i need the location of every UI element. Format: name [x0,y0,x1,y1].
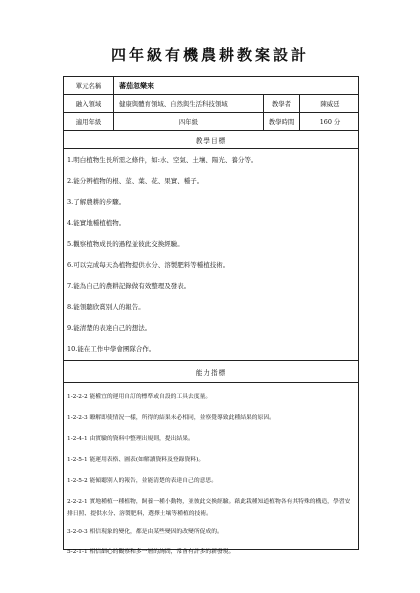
goals-header: 教學目標 [64,131,358,149]
goal-item: 5.觀察植物成長的過程並彼此交換經驗。 [67,240,184,248]
unit-label: 單元名稱 [64,77,114,94]
teacher-label: 教學者 [264,95,300,112]
goal-item: 8.能領聽欣賞別人的報告。 [67,303,145,311]
ability-item: 1-2-5-1 能運用表格、圖表(如解讀資料及登錄資料)。 [67,457,205,463]
ability-item: 1-2-2-2 能權宜的運用自訂的標準或自設的工具去度量。 [67,394,212,400]
goal-item: 2.能分辨植物的根、莖、葉、花、果實、種子。 [67,177,204,185]
page-title: 四年級有機農耕教案設計 [110,46,309,64]
goal-item: 4.能實地種植植物。 [67,219,126,227]
abilities-header: 能力指標 [64,361,358,383]
grade-label: 適用年級 [64,113,114,130]
domain-row [64,95,358,113]
ability-item: 5-2-1-1 相信細心的觀察和多一層的詢問，常會有許多的新發現。 [67,549,235,555]
goal-item: 6.可以完成每天為植物提供水分、溶製肥料等種植技術。 [67,261,230,269]
unit-value: 蕃茄忽樂來 [119,80,154,90]
grade-row [64,113,358,131]
goal-item: 7.能為自己的農耕記錄做有效整理及發表。 [67,282,191,290]
goals-section [64,149,358,361]
domain-label: 融入領域 [64,95,114,112]
ability-item: 1-2-2-3 瞭解即使情況一樣，所得的結果未必相同，並察覺導致此種結果的原因。 [67,415,275,421]
ability-item: 1-2-4-1 由實驗的資料中整理出規則，提出結果。 [67,436,194,442]
lesson-plan-table [63,76,359,555]
time-label: 教學時間 [264,113,300,130]
goal-item: 1.明白植物生長所需之條件，如:水、空氣、土壤、陽光、養分等。 [67,156,258,164]
ability-item: 1-2-5-2 能傾聽別人的報告，並能清楚的表達自己的意思。 [67,478,218,484]
abilities-section [64,383,358,555]
ability-item: 2-2-2-1 實地種植一種植物，飼養一種小動物，並彼此交換經驗。藉此栽種知道植物各有其特殊的構造，學習安排日照、提供水分、溶製肥料，選擇土壤等種植的技術。 [67,499,351,517]
domain-value: 健康與體育領域、自然與生活科技領域 [114,95,264,112]
unit-row [64,77,358,95]
goal-item: 3.了解農耕的步驟。 [67,198,126,206]
ability-item: 3-2-0-3 相信現象的變化，都是由某些變因的改變所促成的。 [67,529,223,535]
time-value: 160 分 [319,118,341,126]
goal-item: 9.能清楚的表達自己的想法。 [67,324,152,332]
goal-item: 10.能在工作中學會團隊合作。 [67,345,156,353]
teacher-value: 陳威廷 [320,100,340,108]
grade-value: 四年級 [114,113,264,130]
